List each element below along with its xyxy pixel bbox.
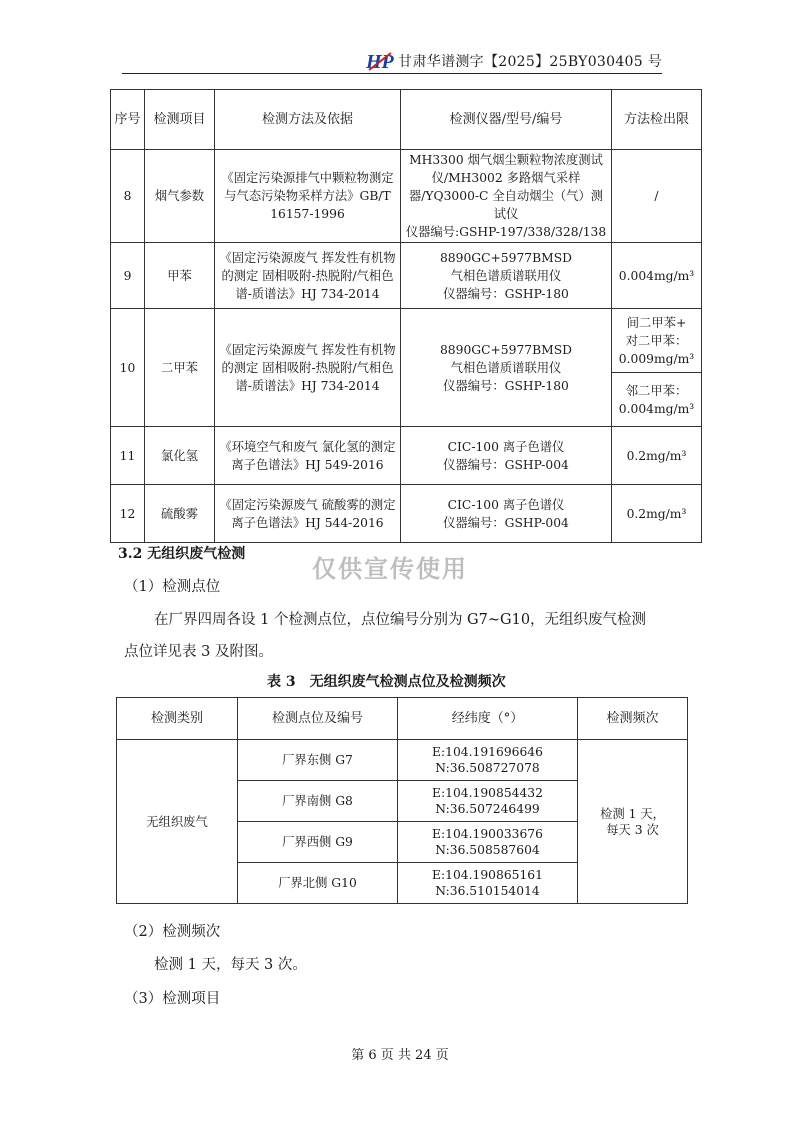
svg-text:HP: HP	[366, 51, 394, 72]
row-item: 氯化氢	[145, 427, 215, 485]
table-header-row	[111, 90, 702, 150]
frequency-line: 每天 3 次	[606, 822, 659, 837]
latitude: N:36.508727078	[435, 761, 540, 775]
longitude: E:104.190865161	[432, 868, 543, 882]
company-logo-icon	[366, 50, 394, 72]
table-header-row	[117, 698, 688, 740]
point-name: 厂界东侧 G7	[238, 740, 398, 781]
longitude: E:104.190033676	[432, 827, 543, 841]
row-instrument	[401, 309, 612, 427]
row-limit-meta-para	[612, 309, 702, 373]
limit-line: 对二甲苯：	[625, 333, 688, 348]
row-limit: 0.2mg/m³	[612, 485, 702, 543]
instrument-line: 仪器编号:GSHP-197/338/328/138	[405, 225, 607, 239]
row-method: 《环境空气和废气 氯化氢的测定 离子色谱法》HJ 549-2016	[215, 427, 401, 485]
frequency-cell	[578, 740, 688, 904]
header-rule	[122, 73, 662, 74]
instrument-line: 8890GC+5977BMSD	[439, 250, 573, 265]
row-instrument	[401, 427, 612, 485]
header-instrument: 检测仪器/型号/编号	[401, 90, 612, 150]
row-item: 甲苯	[145, 243, 215, 309]
instrument-line: 气相色谱质谱联用仪	[450, 360, 562, 375]
subsection-frequency: （2）检测频次	[124, 924, 221, 940]
row-seq: 10	[111, 309, 145, 427]
instrument-line: 仪器编号：GSHP-004	[443, 457, 569, 472]
frequency-line: 检测 1 天，	[600, 806, 665, 821]
header-category: 检测类别	[117, 698, 238, 740]
instrument-line: 仪器编号：GSHP-004	[443, 515, 569, 530]
latitude: N:36.510154014	[435, 884, 540, 898]
limit-line: 间二甲苯+	[626, 315, 687, 330]
header-limit: 方法检出限	[612, 90, 702, 150]
point-name: 厂界南侧 G8	[238, 781, 398, 822]
header-seq: 序号	[111, 90, 145, 150]
subsection-items: （3）检测项目	[124, 991, 221, 1007]
point-coordinates	[398, 822, 578, 863]
table-row	[117, 740, 688, 781]
row-method: 《固定污染源废气 硫酸雾的测定 离子色谱法》HJ 544-2016	[215, 485, 401, 543]
page-header	[122, 48, 662, 74]
instrument-line: 8890GC+5977BMSD	[439, 342, 573, 357]
latitude: N:36.508587604	[435, 843, 540, 857]
row-seq: 11	[111, 427, 145, 485]
limit-line: 0.004mg/m³	[618, 401, 695, 416]
section-title: 3.2 无组织废气检测	[118, 546, 246, 562]
row-seq: 12	[111, 485, 145, 543]
instrument-line: CIC-100 离子色谱仪	[447, 439, 565, 454]
header-frequency: 检测频次	[578, 698, 688, 740]
header-point: 检测点位及编号	[238, 698, 398, 740]
point-coordinates	[398, 863, 578, 904]
row-item: 硫酸雾	[145, 485, 215, 543]
category-cell: 无组织废气	[117, 740, 238, 904]
instrument-line: CIC-100 离子色谱仪	[447, 497, 565, 512]
header-method: 检测方法及依据	[215, 90, 401, 150]
row-limit: 0.004mg/m³	[612, 243, 702, 309]
watermark: 仅供宣传使用	[312, 554, 468, 583]
instrument-line: MH3300 烟气烟尘颗粒物浓度测试仪/MH3002 多路烟气采样器/YQ3000-C 全自动烟尘（气）测试仪	[408, 153, 604, 221]
instrument-line: 仪器编号：GSHP-180	[443, 286, 569, 301]
paragraph-line: 在厂界四周各设 1 个检测点位，点位编号分别为 G7~G10，无组织废气检测	[154, 612, 647, 628]
subsection-points: （1）检测点位	[124, 579, 221, 595]
table-row	[111, 243, 702, 309]
row-instrument	[401, 243, 612, 309]
row-method: 《固定污染源废气 挥发性有机物的测定 固相吸附-热脱附/气相色谱-质谱法》HJ 734-2014	[215, 243, 401, 309]
longitude: E:104.191696646	[432, 745, 543, 759]
row-limit: 0.2mg/m³	[612, 427, 702, 485]
row-method: 《固定污染源废气 挥发性有机物的测定 固相吸附-热脱附/气相色谱-质谱法》HJ 734-2014	[215, 309, 401, 427]
row-instrument	[401, 485, 612, 543]
latitude: N:36.507246499	[435, 802, 540, 816]
table-row	[111, 150, 702, 243]
points-table	[116, 697, 688, 904]
row-instrument	[401, 150, 612, 243]
header-item: 检测项目	[145, 90, 215, 150]
point-name: 厂界西侧 G9	[238, 822, 398, 863]
report-number: 甘肃华谱测字【2025】25BY030405 号	[398, 54, 662, 70]
row-seq: 8	[111, 150, 145, 243]
frequency-paragraph: 检测 1 天，每天 3 次。	[154, 957, 307, 973]
limit-line: 邻二甲苯：	[625, 383, 688, 398]
point-coordinates	[398, 781, 578, 822]
point-coordinates	[398, 740, 578, 781]
instrument-line: 气相色谱质谱联用仪	[450, 268, 562, 283]
header-coordinates: 经纬度（°）	[398, 698, 578, 740]
instrument-line: 仪器编号：GSHP-180	[443, 378, 569, 393]
point-name: 厂界北侧 G10	[238, 863, 398, 904]
row-item: 二甲苯	[145, 309, 215, 427]
limit-line: 0.009mg/m³	[618, 351, 695, 366]
table-row	[111, 309, 702, 373]
row-method: 《固定污染源排气中颗粒物测定与气态污染物采样方法》GB/T 16157-1996	[215, 150, 401, 243]
table-row	[111, 485, 702, 543]
row-limit-ortho	[612, 373, 702, 427]
paragraph-line: 点位详见表 3 及附图。	[124, 644, 273, 660]
longitude: E:104.190854432	[432, 786, 543, 800]
table-row	[111, 427, 702, 485]
page-footer: 第 6 页 共 24 页	[351, 1048, 449, 1063]
row-limit: /	[612, 150, 702, 243]
row-item: 烟气参数	[145, 150, 215, 243]
row-seq: 9	[111, 243, 145, 309]
table3-title: 表 3 无组织废气检测点位及检测频次	[267, 674, 506, 690]
methods-table	[110, 89, 702, 543]
